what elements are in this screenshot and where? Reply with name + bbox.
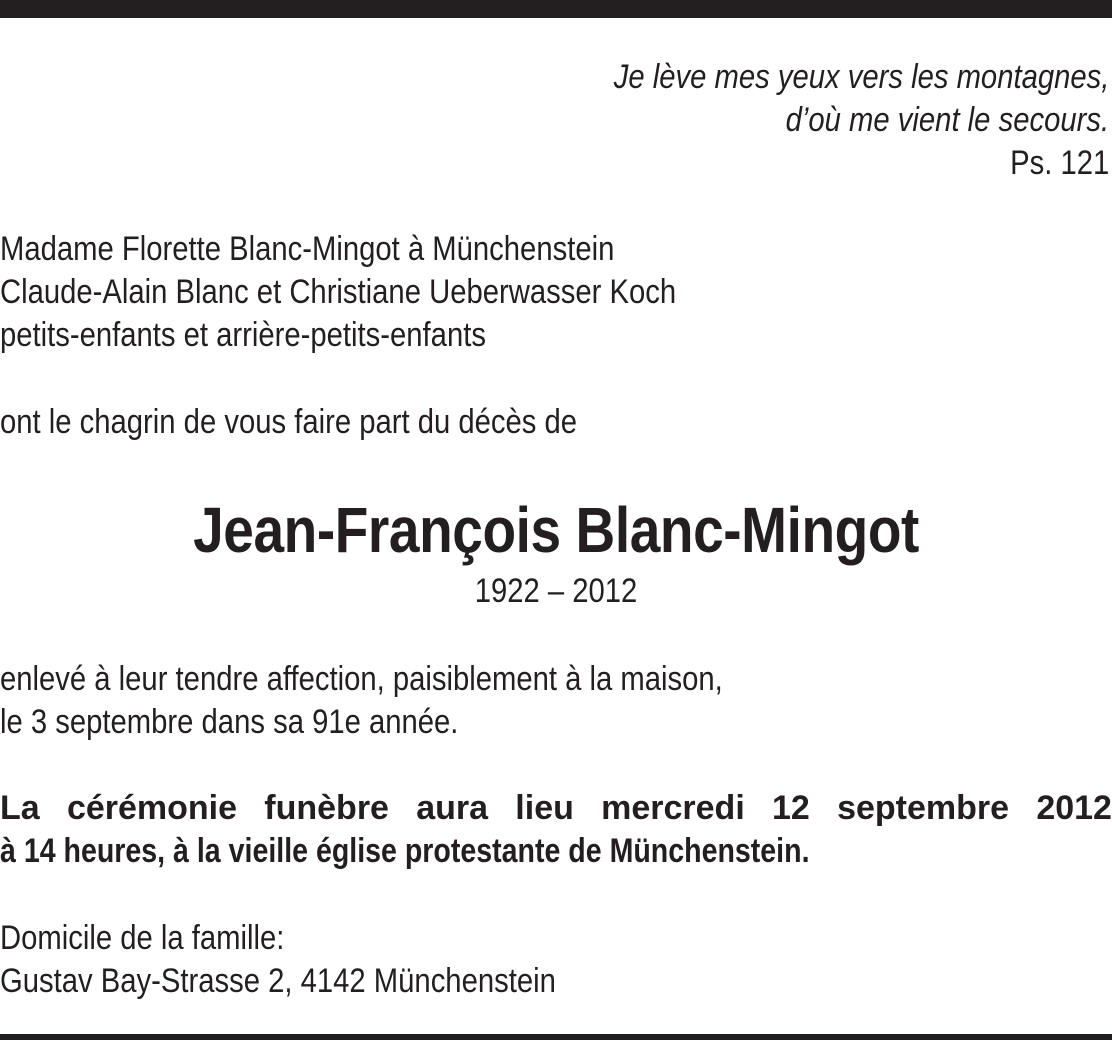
- announcement-text: ont le chagrin de vous faire part du décès de: [0, 403, 578, 441]
- ceremony-word: septembre: [837, 789, 1010, 827]
- ceremony-word: lieu: [515, 789, 574, 827]
- top-border-rule: [0, 0, 1112, 18]
- psalm-reference: Ps. 121: [1009, 144, 1109, 182]
- domicile-label: Domicile de la famille:: [0, 919, 285, 957]
- deceased-years: 1922 – 2012: [474, 572, 638, 610]
- bottom-border-rule: [0, 1034, 1112, 1040]
- ceremony-word: cérémonie: [66, 789, 238, 827]
- psalm-line-1: Je lève mes yeux vers les montagnes,: [613, 58, 1109, 96]
- ceremony-word: aura: [416, 789, 489, 827]
- ceremony-word: mercredi: [601, 789, 745, 827]
- passing-line-1: enlevé à leur tendre affection, paisiblement à la maison,: [0, 660, 723, 698]
- family-line-3: petits-enfants et arrière-petits-enfants: [0, 316, 486, 354]
- family-line-1: Madame Florette Blanc-Mingot à Münchenstein: [0, 230, 615, 268]
- ceremony-word: La: [0, 789, 40, 827]
- ceremony-word: funèbre: [264, 789, 389, 827]
- ceremony-word: 12: [772, 789, 810, 827]
- ceremony-word: 2012: [1036, 789, 1112, 827]
- psalm-line-2: d’où me vient le secours.: [785, 101, 1109, 139]
- passing-line-2: le 3 septembre dans sa 91e année.: [0, 703, 459, 741]
- family-line-2: Claude-Alain Blanc et Christiane Ueberwasser Koch: [0, 273, 677, 311]
- domicile-address: Gustav Bay-Strasse 2, 4142 Münchenstein: [0, 962, 556, 1000]
- deceased-name: Jean-François Blanc-Mingot: [193, 494, 919, 566]
- ceremony-line-1: [0, 787, 1112, 830]
- ceremony-line-2: à 14 heures, à la vieille église protestante de Münchenstein.: [0, 832, 810, 870]
